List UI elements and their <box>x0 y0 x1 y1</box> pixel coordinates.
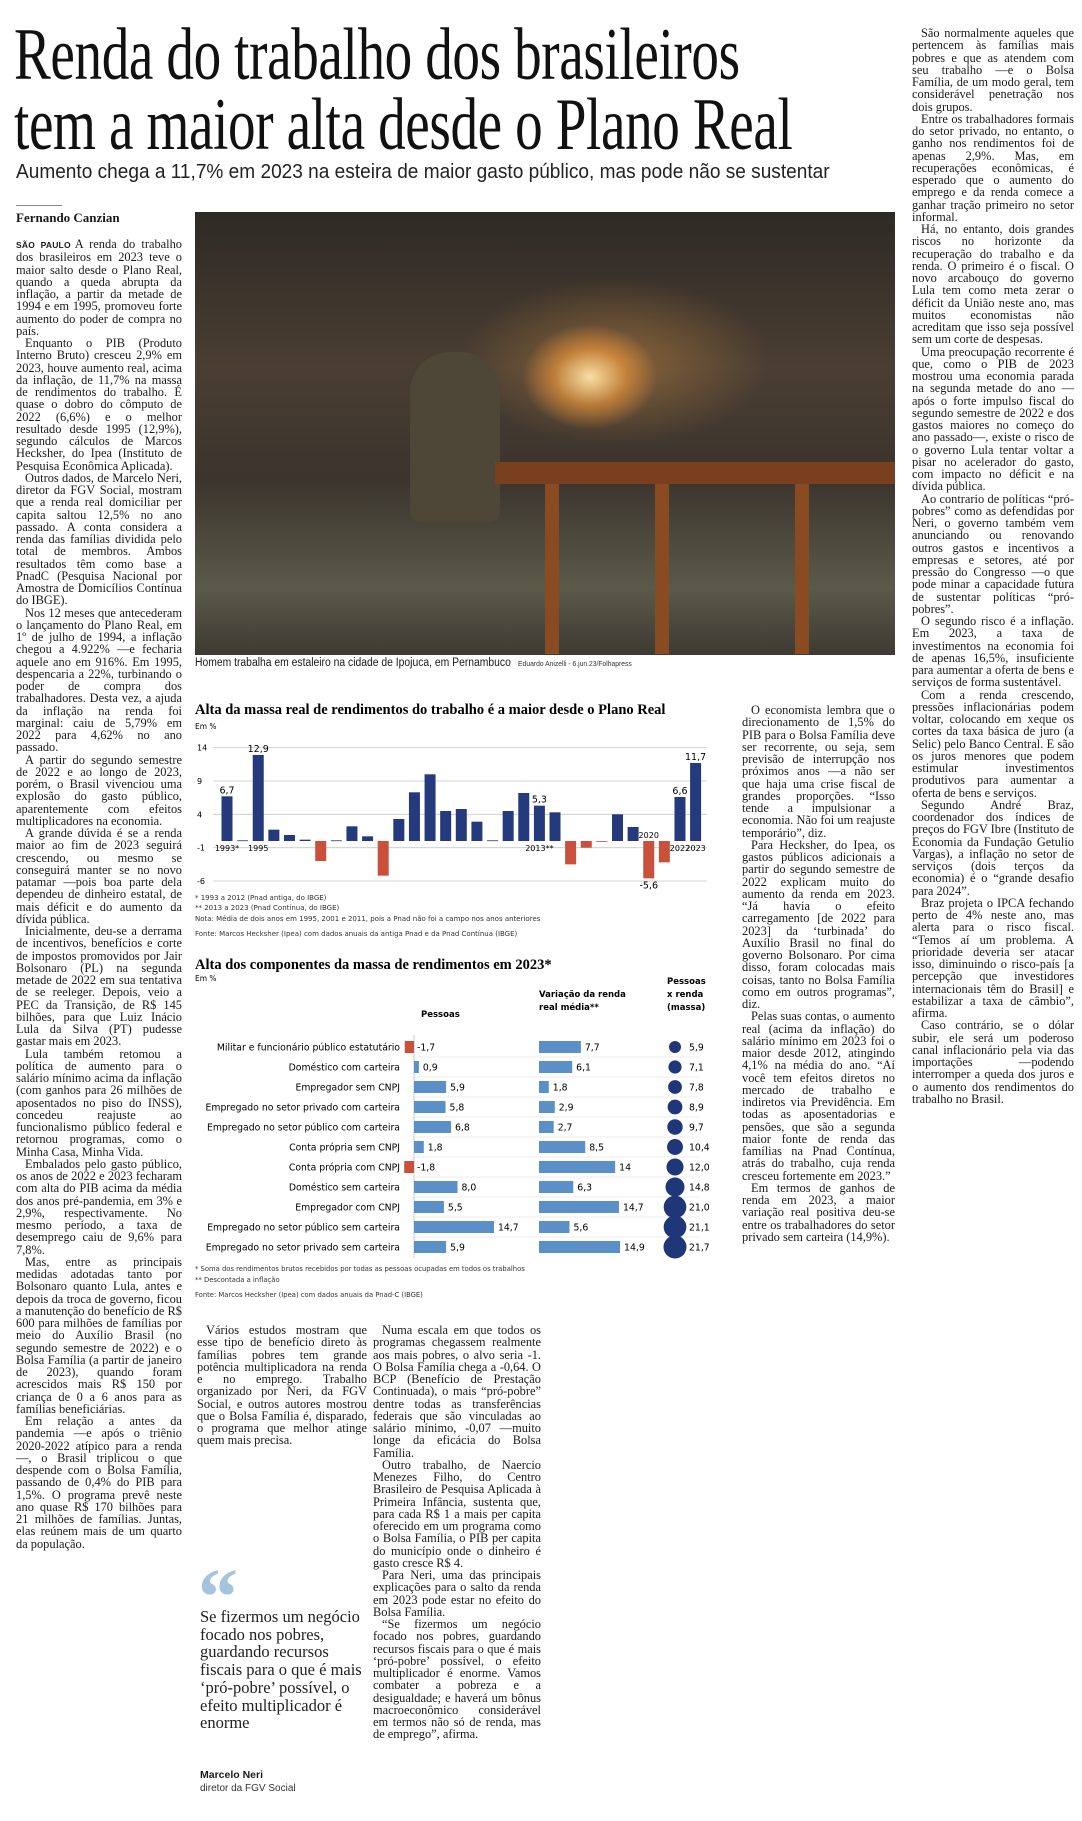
value-label: 12,9 <box>247 743 269 755</box>
bar-renda <box>539 1201 619 1213</box>
value-pessoas: 8,0 <box>461 1182 477 1194</box>
bottom-column-2 <box>373 1324 541 1741</box>
bar-2020 <box>643 841 654 878</box>
value-massa: 14,8 <box>689 1182 710 1194</box>
bar-pessoas <box>414 1121 451 1133</box>
left-column-body <box>16 337 182 1550</box>
bar-pessoas <box>414 1141 424 1153</box>
circle-massa <box>666 1158 683 1175</box>
pull-quote-text: Se fizermos um negócio focado nos pobres, guardando recursos fiscais para o que é mais ‘pró-pobre’ possível, o efeito multiplicador é enorme <box>200 1607 362 1733</box>
column-header-renda: real média** <box>539 1003 599 1013</box>
bar-2018 <box>612 814 623 841</box>
photo-credit: Eduardo Anizelli - 6.jun.23/Folhapress <box>518 659 632 668</box>
right-column-body <box>912 27 1074 1105</box>
paragraph: Uma preocupação recorrente é que, como o PIB de 2023 mostrou uma economia parada na segunda metade do ano —após o forte impulso fiscal do segundo semestre de 2022 e dos gastos maiores no começo do ano passado—, existe o risco de o governo Lula tentar voltar a pisar no acelerador do gasto, com impacto no déficit e na dívida pública. <box>912 344 1074 494</box>
paragraph: Entre os trabalhadores formais do setor privado, no entanto, o ganho nos rendimentos foi de apenas 2,9%. Mas, em recuperações econômicas, é esperado que o aumento do emprego e da renda comece a ganhar tração primeiro no setor informal. <box>912 111 1074 224</box>
chart-footnote: * Soma dos rendimentos brutos recebidos por todas as pessoas ocupadas em todos os trabalhos <box>195 1265 525 1273</box>
chart-componentes <box>195 955 715 1305</box>
paragraph: Enquanto o PIB (Produto Interno Bruto) cresceu 2,9% em 2023, houve aumento real, acima da inflação, de 11,7% na massa de rendimentos do trabalho. É quase o dobro do cômputo de 2022 (6,6%) e o melhor resultado desde 1995 (12,9%), segundo cálculos de Marcos Hecksher, do Ipea (Instituto de Pesquisa Econômica Aplicada). <box>16 336 182 473</box>
column-header-massa: Pessoas <box>667 977 706 987</box>
bar-2006 <box>425 774 436 841</box>
value-pessoas: 0,9 <box>422 1062 438 1074</box>
bar-2015 <box>565 841 576 864</box>
value-renda: 14,7 <box>622 1202 644 1214</box>
bar-2012 <box>518 793 529 841</box>
bar-2002 <box>362 836 373 841</box>
bar-2017 <box>596 841 607 842</box>
bar-renda <box>539 1161 615 1173</box>
article-photo <box>195 212 895 655</box>
bar-2007 <box>440 811 451 841</box>
value-massa: 21,0 <box>689 1202 710 1214</box>
bar-renda <box>539 1241 620 1253</box>
photo-table-leg <box>545 484 559 654</box>
bar-2011 <box>503 811 514 841</box>
chart-source: Fonte: Marcos Hecksher (Ipea) com dados anuais da Pnad-C (IBGE) <box>195 1291 423 1299</box>
byline-rule <box>16 205 62 206</box>
chart-source: Fonte: Marcos Hecksher (Ipea) com dados anuais da antiga Pnad e da Pnad Contínua (IBGE) <box>195 930 518 938</box>
lead-text: A renda do trabalho dos brasileiros em 2023 teve o maior salto desde o Plano Real, quando a queda abrupta da inflação, a partir da metade de 1994 e em 1995, promoveu forte aumento do poder de compra no país. <box>16 237 183 338</box>
subtitle: Aumento chega a 11,7% em 2023 na esteira de maior gasto público, mas pode não se sustentar <box>16 160 830 183</box>
bar-pessoas <box>414 1061 419 1073</box>
photo-table <box>495 462 895 484</box>
paragraph: São normalmente aqueles que pertencem às famílias mais pobres e que as atendem com seu trabalho —e o Bolsa Família, de um modo geral, tem considerável penetração nos dois grupos. <box>912 26 1074 114</box>
chart-title: Alta da massa real de rendimentos do trabalho é a maior desde o Plano Real <box>195 702 666 718</box>
value-massa: 10,4 <box>689 1142 710 1154</box>
year-label: 2013** <box>525 844 554 853</box>
bar-renda <box>539 1101 555 1113</box>
bar-2000 <box>331 840 342 841</box>
bar-1997 <box>284 835 295 841</box>
circle-massa <box>668 1060 681 1073</box>
paragraph: O economista lembra que o direcionamento de 1,5% do PIB para o Bolsa Família deve ser recorrente, ou seja, sem previsão de interrupção nos próximos anos —a não ser que haja uma crise fiscal de grandes proporções. “Isso tende a impulsionar a economia. Não foi um reajuste temporário”, diz. <box>742 703 895 840</box>
dateline: SÃO PAULO <box>16 240 71 250</box>
middle-column <box>742 704 895 1243</box>
bar-pessoas <box>414 1241 446 1253</box>
paragraph: Nos 12 meses que antecederam o lançamento do Plano Real, em 1º de julho de 1994, a inflação chegou a 4.922% —e fecharia aquele ano em 916%. Em 1995, despencaria a 22%, turbinando o poder de compra dos trabalhadores. Desta vez, a ajuda da inflação na renda foi marginal: caiu de 5,79% em 2022 para 4,62% no ano passado. <box>16 605 182 755</box>
value-massa: 7,1 <box>689 1062 704 1074</box>
value-massa: 21,7 <box>689 1242 710 1254</box>
y-tick-label: -6 <box>197 877 205 887</box>
pull-quote-author: Marcelo Neri <box>200 1769 264 1781</box>
bar-2013 <box>534 806 545 841</box>
value-massa: 7,8 <box>689 1082 704 1094</box>
row-label: Conta própria com CNPJ <box>288 1162 400 1174</box>
value-renda: 6,3 <box>577 1182 593 1194</box>
bar-pessoas <box>414 1181 458 1193</box>
bar-pessoas <box>414 1101 446 1113</box>
bar-pessoas <box>414 1201 444 1213</box>
row-label: Empregado no setor público sem carteira <box>207 1222 400 1234</box>
bar-pessoas <box>404 1161 414 1173</box>
photo-table-leg <box>795 484 809 654</box>
bar-2009 <box>471 822 482 841</box>
column-header-massa: (massa) <box>667 1003 706 1013</box>
y-tick-label: 9 <box>197 776 203 786</box>
chart-footnote: ** 2013 a 2023 (Pnad Contínua, do IBGE) <box>195 904 340 912</box>
value-label: 11,7 <box>685 751 707 763</box>
paragraph: Lula também retomou a política de aumento para o salário mínimo acima da inflação (com ganhos para 26 milhões de aposentados no piso do INSS), concedeu reajuste ao funcionalismo público federal e retornou programas, como o Minha Casa, Minha Vida. <box>16 1046 182 1159</box>
chart-note: Nota: Média de dois anos em 1995, 2001 e 2011, pois a Pnad não foi a campo nos anos anteriores <box>195 915 541 923</box>
value-pessoas: 5,8 <box>449 1102 465 1114</box>
paragraph: Com a renda crescendo, pressões inflacionárias podem voltar, colocando em xeque os cortes da taxa básica de juro (a Selic) pelo Banco Central. E são os juros menores que podem estimular investimentos produtivos para aumentar a oferta de bens e serviços. <box>912 687 1074 800</box>
bar-1998 <box>300 840 311 841</box>
paragraph: Mas, entre as principais medidas adotadas tanto por Bolsonaro quanto Lula, antes e depois da troca de governo, ficou a manutenção do benefício de R$ 600 para milhões de famílias por meio do Auxílio Brasil (no segundo semestre de 2022) e o Bolsa Família (a partir de janeiro de 2023), quando foram acrescidos mais R$ 150 por criança de 0 a 6 anos para as famílias beneficiárias. <box>16 1254 182 1416</box>
chart-footnote: * 1993 a 2012 (Pnad antiga, do IBGE) <box>195 894 327 902</box>
left-column <box>16 238 182 1550</box>
value-massa: 8,9 <box>689 1102 704 1114</box>
value-pessoas: 6,8 <box>454 1122 470 1134</box>
row-label: Militar e funcionário público estatutário <box>216 1042 400 1054</box>
bar-1999 <box>315 841 326 861</box>
value-massa: 12,0 <box>689 1162 710 1174</box>
paragraph: Há, no entanto, dois grandes riscos no horizonte da recuperação do trabalho e da renda. O primeiro é o fiscal. O novo arcabouço do governo Lula tem como meta zerar o déficit da União neste ano, mas muitos economistas não acreditam que isso seja possível sem um corte de despesas. <box>912 222 1074 347</box>
value-renda: 5,6 <box>573 1222 589 1234</box>
headline-line-1: Renda do trabalho dos brasileiros <box>14 14 740 96</box>
circle-massa <box>668 1100 683 1115</box>
row-label: Empregado no setor privado com carteira <box>205 1102 400 1114</box>
bar-2016 <box>581 841 592 848</box>
paragraph: “Se fizermos um negócio focado nos pobres, guardando recursos fiscais para o que é mais ‘pró-pobre’ possível, o efeito multiplicador é enorme. Vamos combater a pobreza e a desigualdade; e haverá um bônus macroeconômico considerável em termos não só de renda, mas de emprego”, afirma. <box>373 1617 541 1742</box>
value-label: 5,3 <box>531 794 547 806</box>
row-label: Empregado no setor público com carteira <box>206 1122 400 1134</box>
y-tick-label: 4 <box>197 810 203 820</box>
bar-renda <box>539 1061 572 1073</box>
bar-2001 <box>346 826 357 841</box>
paragraph: Caso contrário, se o dólar subir, ele será um poderoso canal inflacionário pela via das importações —podendo interromper a queda dos juros e o aumento dos rendimentos do trabalho no Brasil. <box>912 1018 1074 1106</box>
bar-2014 <box>550 812 561 841</box>
paragraph: Outro trabalho, de Naercio Menezes Filho, do Centro Brasileiro de Pesquisa Aplicada à Primeira Infância, sustenta que, para cada R$ 1 a mais per capita oferecido em um programa como o Bolsa Família, o PIB per capita do município onde o dinheiro é gasto cresce R$ 4. <box>373 1457 541 1570</box>
paragraph: Em relação a antes da pandemia —e após o triênio 2020-2022 atípico para a renda—, o Brasil triplicou o que despende com o Bolsa Família, passando de 0,4% do PIB para 1,5%. O programa prevê neste ano quase R$ 170 bilhões para 21 milhões de famílias. Juntas, elas reúnem mais de um quarto da população. <box>16 1414 182 1551</box>
chart-unit: Em % <box>195 974 217 983</box>
paragraph: Para Hecksher, do Ipea, os gastos públicos adicionais a partir do segundo semestre de 2022 explicam muito do aumento da renda em 2023. “Já havia o efeito carregamento [de 2022 para 2023] da ‘turbinada’ do Auxílio Brasil no final do governo Bolsonaro. Por cima disso, foram colocadas mais coisas, tanto no Bolsa Família como em outros programas”, diz. <box>742 837 895 1011</box>
row-label: Empregador com CNPJ <box>295 1202 400 1214</box>
value-pessoas: 5,5 <box>447 1202 463 1214</box>
circle-massa <box>663 1235 686 1258</box>
value-renda: 14 <box>619 1162 632 1174</box>
lead-paragraph <box>16 238 182 337</box>
circle-massa <box>664 1216 687 1239</box>
middle-column-body <box>742 704 895 1243</box>
bar-2022 <box>674 797 685 841</box>
value-massa: 21,1 <box>689 1222 710 1234</box>
photo-worker-figure <box>410 352 500 522</box>
row-label: Doméstico sem carteira <box>288 1182 400 1194</box>
bar-2023 <box>690 763 701 841</box>
column-header-massa: x renda <box>667 990 704 1000</box>
value-pessoas: 14,7 <box>497 1222 519 1234</box>
circle-massa <box>664 1196 687 1219</box>
paragraph: A grande dúvida é se a renda maior ao fim de 2023 seguirá crescendo, ou mesmo se conseguirá manter se no novo patamar —pois boa parte dela dependeu de dinheiro estatal, de mais déficit e do aumento da dívida pública. <box>16 826 182 926</box>
paragraph: Segundo André Braz, coordenador dos índices de preços do FGV Ibre (Instituto de Economia da Fundação Getulio Vargas), a inflação no setor de serviços (dois terços da economia) é o “grande desafio para 2024”. <box>912 797 1074 898</box>
paragraph: Ao contrario de políticas “pró-pobres” como as defendidas por Neri, o governo também vem anunciando ou renovando outros gastos e incentivos a empresas e setores, até por pressão do Congresso —o que pode minar a capacidade futura de sustentar políticas “pró-pobres”. <box>912 491 1074 616</box>
bar-pessoas <box>414 1081 446 1093</box>
value-label: 6,6 <box>672 785 688 797</box>
bar-1996 <box>268 830 279 841</box>
y-tick-label: 14 <box>197 743 208 753</box>
bottom-column-1 <box>197 1324 367 1447</box>
value-renda: 6,1 <box>576 1062 591 1074</box>
caption-text: Homem trabalha em estaleiro na cidade de Ipojuca, em Pernambuco <box>195 657 511 669</box>
value-renda: 14,9 <box>624 1242 645 1254</box>
chart-footnote: ** Descontada a inflação <box>195 1276 280 1284</box>
bottom-column-2-body <box>373 1324 541 1741</box>
paragraph: Em termos de ganhos de renda em 2023, a maior variação real positiva deu-se entre os trabalhadores do setor privado sem carteira (14,9%). <box>742 1180 895 1244</box>
year-label: 1993* <box>214 844 240 853</box>
chart-massa-real <box>195 700 715 945</box>
chart-unit: Em % <box>195 722 217 731</box>
circle-massa <box>667 1119 682 1134</box>
column-header-pessoas: Pessoas <box>421 1010 460 1020</box>
byline: Fernando Canzian <box>16 210 120 225</box>
value-label: 6,7 <box>219 785 235 797</box>
bar-pessoas <box>405 1041 414 1053</box>
column-header-renda: Variação da renda <box>539 990 626 1000</box>
photo-table-leg <box>655 484 669 654</box>
paragraph: Pelas suas contas, o aumento real (acima da inflação) do salário mínimo em 2023 foi o maior desde 2012, atingindo 4,1% na média do ano. “Aí você tem efeitos diretos no mercado de trabalho e indiretos via Previdência. Em todas as aposentadorias e pensões, que são a segunda maior fonte de renda das famílias na Pnad Contínua, atrás do trabalho, cuja renda cresceu fortemente em 2023.” <box>742 1009 895 1183</box>
paragraph: O segundo risco é a inflação. Em 2023, a taxa de investimentos na economia foi de apenas 16,5%, insuficiente para aumentar a oferta de bens e serviços de forma sustentável. <box>912 614 1074 690</box>
value-pessoas: 1,8 <box>427 1142 443 1154</box>
row-label: Conta própria sem CNPJ <box>289 1142 400 1154</box>
year-label: 2020 <box>638 831 659 840</box>
bar-2005 <box>409 792 420 841</box>
value-label: -5,6 <box>639 880 659 892</box>
paragraph: A partir do segundo semestre de 2022 e ao longo de 2023, porém, o Brasil vivenciou uma explosão do gasto público, aparentemente com efeitos multiplicadores na economia. <box>16 752 182 828</box>
circle-massa <box>669 1041 681 1053</box>
circle-massa <box>667 1139 683 1155</box>
bar-pessoas <box>414 1221 494 1233</box>
bar-2021 <box>659 841 670 862</box>
value-renda: 2,9 <box>558 1102 574 1114</box>
paragraph: Vários estudos mostram que esse tipo de benefício direto às famílias pobres tem grande potência multiplicadora na renda e no emprego. Trabalho organizado por Neri, da FGV Social, e outros autores mostrou que o Bolsa Família é, disparado, o programa que melhor atinge quem mais precisa. <box>197 1323 367 1448</box>
value-renda: 8,5 <box>589 1142 605 1154</box>
year-label: 1995 <box>248 844 269 853</box>
bar-renda <box>539 1121 554 1133</box>
bottom-column-1-body <box>197 1324 367 1447</box>
bar-renda <box>539 1221 569 1233</box>
value-pessoas: -1,7 <box>417 1042 436 1054</box>
paragraph: Inicialmente, deu-se a derrama de incentivos, benefícios e corte de impostos promovidos por Jair Bolsonaro (PL) na segunda metade de 2022 em sua tentativa de se reeleger. Depois, veio a PEC da Transição, de R$ 145 bilhões, para que Luiz Inácio Lula da Silva (PT) pudesse gastar mais em 2023. <box>16 924 182 1049</box>
value-pessoas: 5,9 <box>450 1082 465 1094</box>
row-label: Empregado no setor privado sem carteira <box>205 1242 400 1254</box>
year-label: 2022 <box>669 844 691 853</box>
quote-mark-icon: “ <box>198 1554 238 1642</box>
circle-massa <box>668 1080 682 1094</box>
chart-title: Alta dos componentes da massa de rendimentos em 2023* <box>195 957 552 973</box>
bar-renda <box>539 1081 549 1093</box>
right-column <box>912 27 1074 1105</box>
value-renda: 7,7 <box>584 1042 600 1054</box>
photo-caption <box>195 657 632 669</box>
pull-quote-role: diretor da FGV Social <box>200 1783 296 1794</box>
value-renda: 2,7 <box>557 1122 573 1134</box>
value-massa: 9,7 <box>689 1122 704 1134</box>
paragraph: Numa escala em que todos os programas chegassem realmente aos mais pobres, o alvo seria -1. O Bolsa Família chega a -0,64. O BCP (Benefício de Prestação Continuada), o mais “pró-pobre” dentre todas as transferências federais que são vinculadas ao salário mínimo, -0,07 —muito longe da eficácia do Bolsa Família. <box>373 1323 541 1460</box>
year-label: 2023 <box>685 844 706 853</box>
circle-massa <box>665 1177 684 1196</box>
value-massa: 5,9 <box>689 1042 704 1054</box>
paragraph: Outros dados, de Marcelo Neri, diretor da FGV Social, mostram que a renda real domiciliar per capita saltou 12,5% no ano passado. A conta considera a renda das famílias dividida pelo total de membros. Ambos resultados têm como base a PnadC (Pesquisa Nacional por Amostra de Domicílios Contínua do IBGE). <box>16 470 182 608</box>
bar-1993 <box>222 796 233 841</box>
bar-2019 <box>628 827 639 841</box>
bar-renda <box>539 1141 585 1153</box>
bar-2008 <box>456 809 467 841</box>
bar-1994 <box>237 840 248 841</box>
headline-line-2: tem a maior alta desde o Plano Real <box>14 84 793 166</box>
paragraph: Para Neri, uma das principais explicações para o salto da renda em 2023 pode estar no efeito do Bolsa Família. <box>373 1568 541 1619</box>
y-tick-label: -1 <box>197 843 205 853</box>
value-pessoas: 5,9 <box>450 1242 465 1254</box>
bar-1995 <box>253 755 264 841</box>
paragraph: Braz projeta o IPCA fechando perto de 4% neste ano, mas alerta para o risco fiscal. “Temos aí um problema. A prioridade deveria ser atacar isso, diminuindo o risco-país [a percepção que investidores internacionais têm do Brasil] e estabilizar a taxa de câmbio”, afirma. <box>912 895 1074 1020</box>
bar-2010 <box>487 840 498 841</box>
bar-renda <box>539 1041 581 1053</box>
value-pessoas: -1,8 <box>417 1162 436 1174</box>
bar-renda <box>539 1181 573 1193</box>
value-renda: 1,8 <box>552 1082 568 1094</box>
row-label: Doméstico com carteira <box>288 1062 400 1074</box>
paragraph: Embalados pelo gasto público, os anos de 2022 e 2023 fecharam com alta do PIB acima da média dos anos pré-pandemia, em 3% e 2,9%, respectivamente. No mesmo período, a taxa de desemprego caiu de 9,6% para 7,8%. <box>16 1156 182 1257</box>
bar-2003 <box>378 841 389 876</box>
bar-2004 <box>393 819 404 841</box>
row-label: Empregador sem CNPJ <box>295 1082 400 1094</box>
